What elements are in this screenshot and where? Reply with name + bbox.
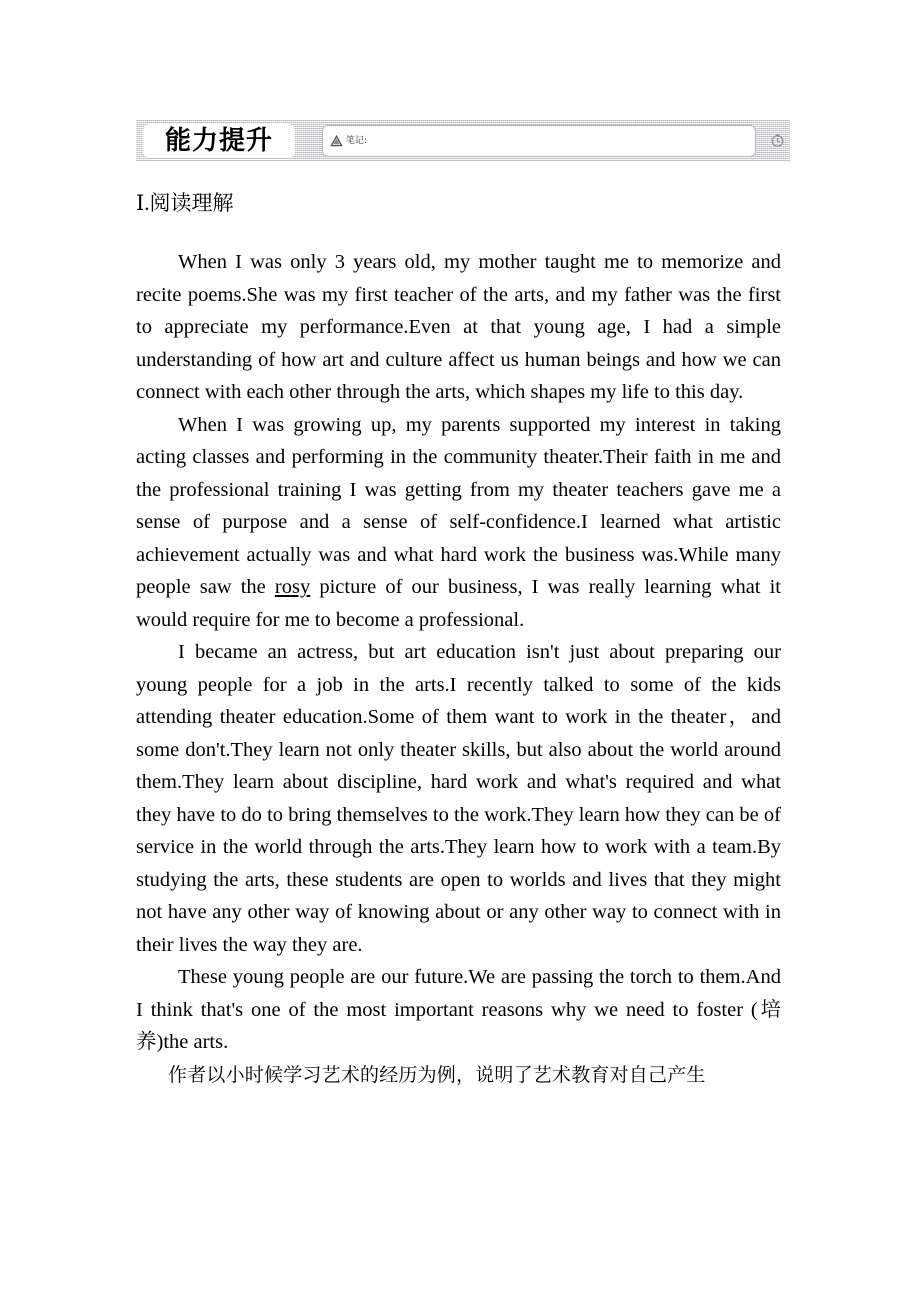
summary-chinese xyxy=(136,1059,781,1092)
paragraph-2-text-b: picture of our business, I was really learning what it would require for me to become a professional. xyxy=(136,576,782,631)
paragraph-3 xyxy=(136,636,781,961)
paragraph-2-text-a: When I was growing up, my parents supported my interest in taking acting classes and performing in the community theater.Their faith in me and the professional training I was getting from my theater teachers gave me a sense of purpose and a sense of self-confidence.I learned what artistic achievement actually was and what hard work the business was.While many people saw the xyxy=(136,413,781,598)
document-body xyxy=(136,188,781,1091)
summary-chinese-text: 作者以小时候学习艺术的经历为例，说明了艺术教育对自己产生 xyxy=(168,1063,706,1086)
section-title-chip xyxy=(143,124,295,158)
underlined-word-rosy: rosy xyxy=(274,576,311,598)
paragraph-1 xyxy=(136,246,781,409)
note-input-field[interactable] xyxy=(322,125,756,157)
page-title: Ⅰ.阅读理解 xyxy=(136,191,234,215)
paragraph-3-text: I became an actress, but art education isn't just about preparing our young people for a job in the arts.I recently talked to some of the kids attending theater education.Some of them want to work in the theater，and some don't.They learn not only theater skills, but also about the world around them.They learn about discipline, hard work and what's required and what they have to do to bring themselves to the work.They learn how they can be of service in the world through the arts.They learn how to work with a team.By studying the arts, these students are open to worlds and lives that they might not have any other way of knowing about or any other way to connect with in their lives the way they are. xyxy=(136,641,781,956)
paragraph-1-text: When I was only 3 years old, my mother taught me to memorize and recite poems.She was my first teacher of the arts, and my father was the first to appreciate my performance.Even at that young age, I had a simple understanding of how art and culture affect us human beings and how we can connect with each other through the arts, which shapes my life to this day. xyxy=(136,251,781,403)
section-header-band xyxy=(136,120,790,162)
clock-icon[interactable] xyxy=(770,133,785,148)
paragraph-2 xyxy=(136,409,781,637)
paragraph-4 xyxy=(136,961,781,1059)
paragraph-4-text: These young people are our future.We are passing the torch to them.And I think that's one of the most important reasons why we need to foster (培养)the arts. xyxy=(136,966,781,1053)
note-triangle-icon xyxy=(330,135,343,148)
note-field-label: 笔记: xyxy=(346,135,368,146)
section-title-label: 能力提升 xyxy=(164,126,273,156)
